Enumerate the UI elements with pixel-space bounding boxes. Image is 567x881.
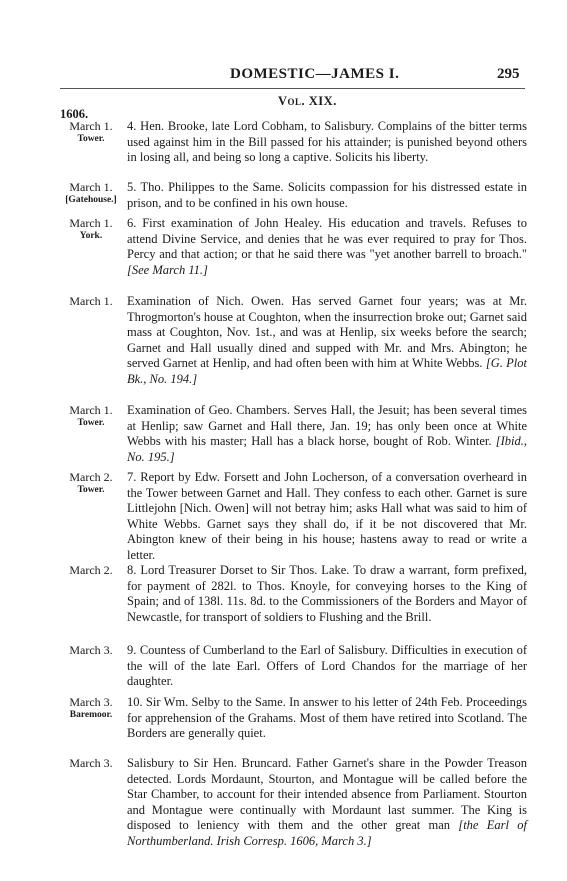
entry-date — [60, 119, 122, 145]
entry-body: Examination of Geo. Chambers. Serves Hall, the Jesuit; has been several times at Henlip; saw Garnet and Hall there, Jan. 19; has only been once at White Webbs with his master; Hall has a black horse, bought of Rob. Winter. — [127, 403, 527, 449]
entry-place: [Gatehouse.] — [65, 195, 117, 205]
entry-date-text: March 1. — [69, 180, 113, 194]
entry-place: Baremoor. — [69, 710, 113, 720]
entry-date — [60, 643, 122, 658]
entry-date — [60, 695, 122, 721]
entry-place: Tower. — [77, 485, 105, 495]
entry-text — [127, 470, 527, 564]
entry-text — [127, 695, 527, 742]
entry-date-text: March 2. — [69, 470, 113, 484]
entry-date-text: March 3. — [69, 643, 113, 657]
entry-date-text: March 3. — [69, 756, 113, 770]
entry-date — [60, 294, 122, 309]
header-rule — [60, 88, 525, 89]
entry-text — [127, 216, 527, 278]
entry-body: 5. Tho. Philippes to the Same. Solicits compassion for his distressed estate in prison, and to be confined in his own house. — [127, 180, 527, 210]
entry-body: Examination of Nich. Owen. Has served Garnet four years; was at Mr. Throgmorton's house at Coughton, when the insurrection broke out; Garnet said mass at Coughton, Nov. 1st., and was at Henlip, six weeks before the search; Garnet and Hall usually dined and supped with Mr. and Mrs. Abington; he served Garnet at Henlip, and had often been with him at White Webbs. — [127, 294, 527, 371]
entry-date — [60, 216, 122, 242]
entry-place: Tower. — [77, 134, 105, 144]
entry-text — [127, 403, 527, 465]
entry-text — [127, 119, 527, 166]
entry-reference: [G. Plot Bk., No. 194.] — [127, 356, 527, 386]
entry-text — [127, 294, 527, 388]
entry-date — [60, 470, 122, 496]
entry-date — [60, 756, 122, 771]
entry-date-text: March 1. — [69, 119, 113, 133]
page-header — [0, 66, 567, 88]
page-number: 295 — [497, 66, 520, 82]
entry-reference: [the Earl of Northumberland. Irish Corresp. 1606, March 3.] — [127, 818, 527, 848]
entry-text — [127, 643, 527, 690]
entry-text — [127, 180, 527, 211]
entry-date-text: March 1. — [69, 216, 113, 230]
entry-body: Salisbury to Sir Hen. Bruncard. Father Garnet's share in the Powder Treason detected. Lords Mordaunt, Stourton, and Montague will be called before the Star Chamber, to account for their intended absence from Parliament. Stourton and Montague were continually with Mordaunt last summer. The King is disposed to leniency with them and the other great man — [127, 756, 527, 833]
entry-date-text: March 1. — [69, 294, 113, 308]
entry-date-text: March 1. — [69, 403, 113, 417]
entry-body: 9. Countess of Cumberland to the Earl of Salisbury. Difficulties in execution of the will of the late Earl. Offers of Lord Chandos for the marriage of her daughter. — [127, 643, 527, 689]
entry-body: 6. First examination of John Healey. His education and travels. Refuses to attend Divine Service, and denies that he was ever required to pray for Thos. Percy and that action; or that he said there was "yet another barrell to broach." — [127, 216, 527, 262]
entry-text — [127, 563, 527, 625]
entry-date-text: March 3. — [69, 695, 113, 709]
entry-body: 8. Lord Treasurer Dorset to Sir Thos. Lake. To draw a warrant, form prefixed, for payment of 282l. to Thos. Knoyle, for conveying horses to the King of Spain; and of 138l. 11s. 8d. to the Commissioners of the Borders and Mayor of Newcastle, for transport of soldiers to Flushing and the Brill. — [127, 563, 527, 624]
entry-body: 10. Sir Wm. Selby to the Same. In answer to his letter of 24th Feb. Proceedings for apprehension of the Grahams. Most of them have retired into Scotland. The Borders are generally quiet. — [127, 695, 527, 741]
entry-body: 7. Report by Edw. Forsett and John Locherson, of a conversation overheard in the Tower between Garnet and Hall. They confess to each other. Garnet is sure Littlejohn [Nich. Owen] will not betray him; asks Hall what was said to him of White Webbs. Garnet says they shall do, if it be not discovered that Mr. Abington knew of their being in his house; hastens away to read or write a letter. — [127, 470, 527, 562]
year-label: 1606. — [60, 107, 89, 121]
entry-date — [60, 403, 122, 429]
entry-reference: [Ibid., No. 195.] — [127, 434, 528, 464]
entry-place: Tower. — [77, 418, 105, 428]
entry-reference: [See March 11.] — [127, 262, 208, 277]
volume-heading: Vol. XIX. — [278, 94, 337, 108]
entry-place: York. — [79, 231, 103, 241]
running-title: DOMESTIC—JAMES I. — [230, 66, 400, 82]
entry-date — [60, 180, 122, 206]
entry-date-text: March 2. — [69, 563, 113, 577]
entry-body: 4. Hen. Brooke, late Lord Cobham, to Salisbury. Complains of the bitter terms used against him in the Bill passed for his attainder; is punished beyond others in losing all, and being so long a captive. Solicits his liberty. — [127, 119, 527, 165]
entry-date — [60, 563, 122, 578]
entry-text — [127, 756, 527, 850]
